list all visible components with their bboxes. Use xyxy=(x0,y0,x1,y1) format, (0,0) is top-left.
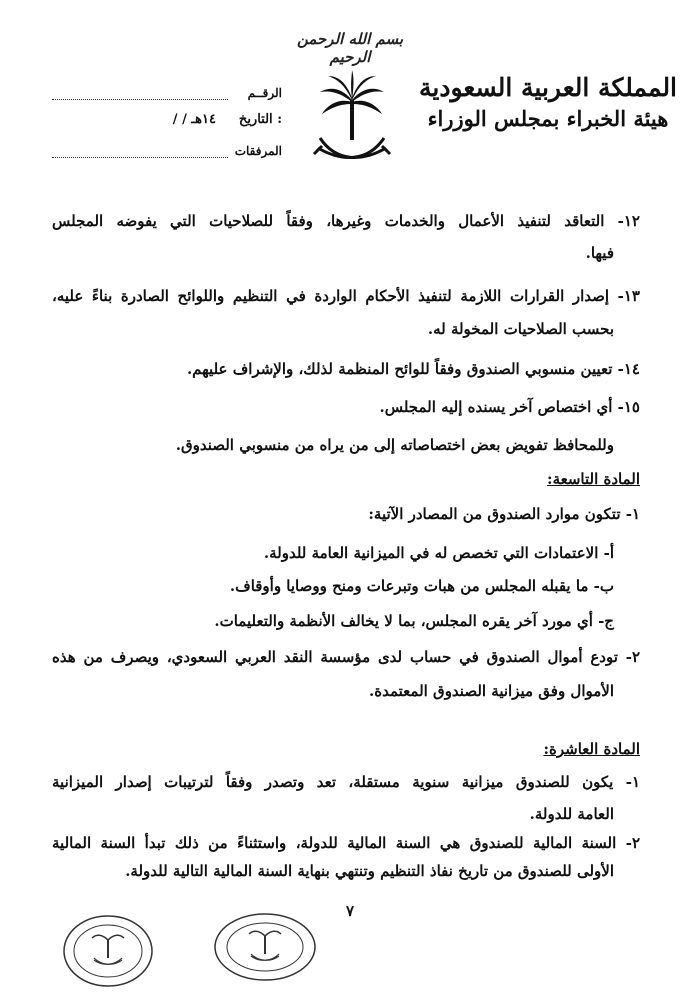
attachments-field xyxy=(52,144,282,164)
item-13-line-2: بحسب الصلاحيات المخولة له. xyxy=(427,320,614,338)
org-country: المملكة العربية السعودية xyxy=(418,73,678,102)
article-10-item-1-line-2: العامة للدولة. xyxy=(529,805,614,823)
article-10-item-2-line-2: الأولى للصندوق من تاريخ نفاذ التنظيم وتنتهي بنهاية السنة المالية التالية للدولة. xyxy=(125,862,614,880)
saudi-emblem-icon xyxy=(312,70,392,170)
seal-right-stamp-icon xyxy=(213,912,317,982)
item-15: ١٥- أي اختصاص آخر يسنده إليه المجلس. xyxy=(379,398,640,416)
attachments-label: المرفقات xyxy=(234,144,282,158)
article-9-item-2-line-1: ٢- تودع أموال الصندوق في حساب لدى مؤسسة النقد العربي السعودي، ويصرف من هذه xyxy=(52,648,640,666)
date-value: / / ١٤هـ xyxy=(172,112,216,127)
article-9-item-2-line-2: الأموال وفق ميزانية الصندوق المعتمدة. xyxy=(369,682,614,700)
article-10-heading: المادة العاشرة: xyxy=(543,740,640,758)
article-9-item-1: ١- تتكون موارد الصندوق من المصادر الآتية: xyxy=(368,505,640,523)
article-10-item-1-line-1: ١- يكون للصندوق ميزانية سنوية مستقلة، تعد وتصدر وفقاً لترتيبات إصدار الميزانية xyxy=(52,773,640,791)
attachments-dotted-line xyxy=(52,144,228,158)
basmala: بسم الله الرحمن الرحيم xyxy=(296,30,404,66)
reference-label: الرقــم xyxy=(247,86,282,100)
item-12-line-1: ١٢- التعاقد لتنفيذ الأعمال والخدمات وغيرها، وفقاً للصلاحيات التي يفوضه المجلس xyxy=(52,212,640,230)
seal-left-stamp-icon xyxy=(62,914,154,988)
article-9-item-1-a: أ- الاعتمادات التي تخصص له في الميزانية العامة للدولة. xyxy=(263,544,614,562)
page-number: ٧ xyxy=(345,902,355,920)
item-13-line-1: ١٣- إصدار القرارات اللازمة لتنفيذ الأحكام الواردة في التنظيم واللوائح الصادرة بناءً عليه، xyxy=(52,287,640,305)
article-9-heading: المادة التاسعة: xyxy=(547,470,640,488)
article-9-item-1-b: ب- ما يقبله المجلس من هبات وتبرعات ومنح ووصايا وأوقاف. xyxy=(229,577,614,595)
article-10-item-2-line-1: ٢- السنة المالية للصندوق هي السنة المالية للدولة، واستثناءً من ذلك تبدأ السنة المالية xyxy=(52,834,640,852)
reference-number-field xyxy=(52,86,282,106)
delegation-paragraph: وللمحافظ تفويض بعض اختصاصاته إلى من يراه من منسوبي الصندوق. xyxy=(175,436,614,454)
article-9-item-1-c: ج- أي مورد آخر يقره المجلس، بما لا يخالف الأنظمة والتعليمات. xyxy=(214,612,614,630)
item-12-line-2: فيها. xyxy=(585,244,614,262)
reference-dotted-line xyxy=(52,86,228,100)
organization-title xyxy=(418,72,678,134)
date-label: التاريخ : xyxy=(238,112,282,127)
item-14: ١٤- تعيين منسوبي الصندوق وفقاً للوائح المنظمة لذلك، والإشراف عليهم. xyxy=(186,360,640,378)
org-authority: هيئة الخبراء بمجلس الوزراء xyxy=(427,106,669,131)
date-field xyxy=(52,112,282,132)
